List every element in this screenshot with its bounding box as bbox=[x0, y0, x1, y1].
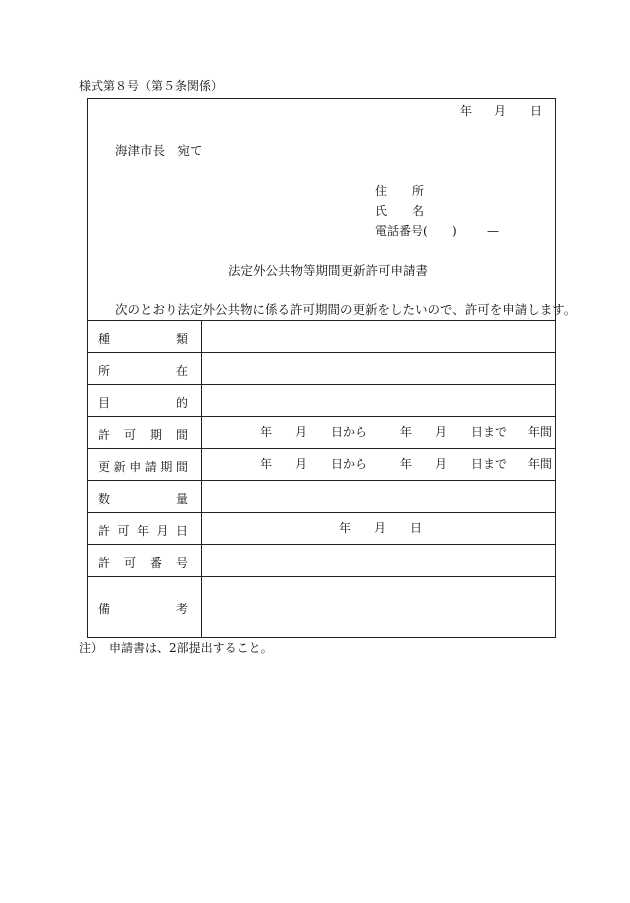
phone-dash: — bbox=[487, 224, 499, 238]
row-label-purpose: 目 的 bbox=[98, 396, 188, 410]
permit-period-years: 年間 bbox=[528, 425, 553, 439]
permit-date-month: 月 bbox=[374, 521, 387, 535]
row-label-remarks: 備 考 bbox=[98, 602, 188, 616]
row-label-location: 所 在 bbox=[98, 364, 188, 378]
row-label-permit-date: 許 可 年 月 日 bbox=[98, 524, 188, 538]
table-line bbox=[88, 576, 555, 577]
document-title: 法定外公共物等期間更新許可申請書 bbox=[228, 263, 429, 278]
date-day: 日 bbox=[530, 104, 543, 118]
row-label-kind: 種 類 bbox=[98, 332, 188, 346]
permit-period-year-end: 年 bbox=[400, 425, 413, 439]
permit-period-month-end: 月 bbox=[435, 425, 448, 439]
table-line bbox=[88, 416, 555, 417]
form-number: 様式第８号（第５条関係） bbox=[79, 79, 224, 93]
permit-period-month: 月 bbox=[295, 425, 308, 439]
table-line bbox=[88, 448, 555, 449]
table-line bbox=[88, 480, 555, 481]
renewal-period-day-until: 日まで bbox=[471, 457, 508, 471]
permit-date-day: 日 bbox=[410, 521, 423, 535]
name-label-1: 氏 bbox=[375, 204, 388, 218]
renewal-period-month-end: 月 bbox=[435, 457, 448, 471]
table-top-line bbox=[88, 320, 555, 321]
table-line bbox=[88, 544, 555, 545]
phone-paren-close: ) bbox=[452, 224, 457, 238]
footnote: 注） 申請書は、2部提出すること。 bbox=[79, 641, 273, 655]
renewal-period-years: 年間 bbox=[528, 457, 553, 471]
permit-date-year: 年 bbox=[339, 521, 352, 535]
row-label-permit-number: 許 可 番 号 bbox=[98, 556, 188, 570]
application-form-frame bbox=[87, 98, 577, 638]
permit-period-day-until: 日まで bbox=[471, 425, 508, 439]
table-line bbox=[88, 352, 555, 353]
name-label-2: 名 bbox=[412, 204, 425, 218]
intro-text: 次のとおり法定外公共物に係る許可期間の更新をしたいので、許可を申請します。 bbox=[115, 302, 577, 317]
renewal-period-year: 年 bbox=[260, 457, 273, 471]
permit-period-year: 年 bbox=[260, 425, 273, 439]
row-label-renewal-period: 更 新 申 請 期 間 bbox=[98, 460, 188, 474]
date-month: 月 bbox=[494, 104, 507, 118]
row-label-permit-period: 許 可 期 間 bbox=[98, 428, 188, 442]
renewal-period-day-from: 日から bbox=[331, 457, 368, 471]
renewal-period-month: 月 bbox=[295, 457, 308, 471]
table-line bbox=[88, 384, 555, 385]
addressee: 海津市長 宛て bbox=[115, 143, 203, 158]
address-label-2: 所 bbox=[412, 184, 425, 198]
phone-label: 電話番号( bbox=[375, 224, 428, 238]
table-line bbox=[88, 512, 555, 513]
permit-period-day-from: 日から bbox=[331, 425, 368, 439]
renewal-period-year-end: 年 bbox=[400, 457, 413, 471]
table-column-divider bbox=[201, 320, 202, 638]
address-label-1: 住 bbox=[375, 184, 388, 198]
row-label-quantity: 数 量 bbox=[98, 492, 188, 506]
date-year: 年 bbox=[460, 104, 473, 118]
